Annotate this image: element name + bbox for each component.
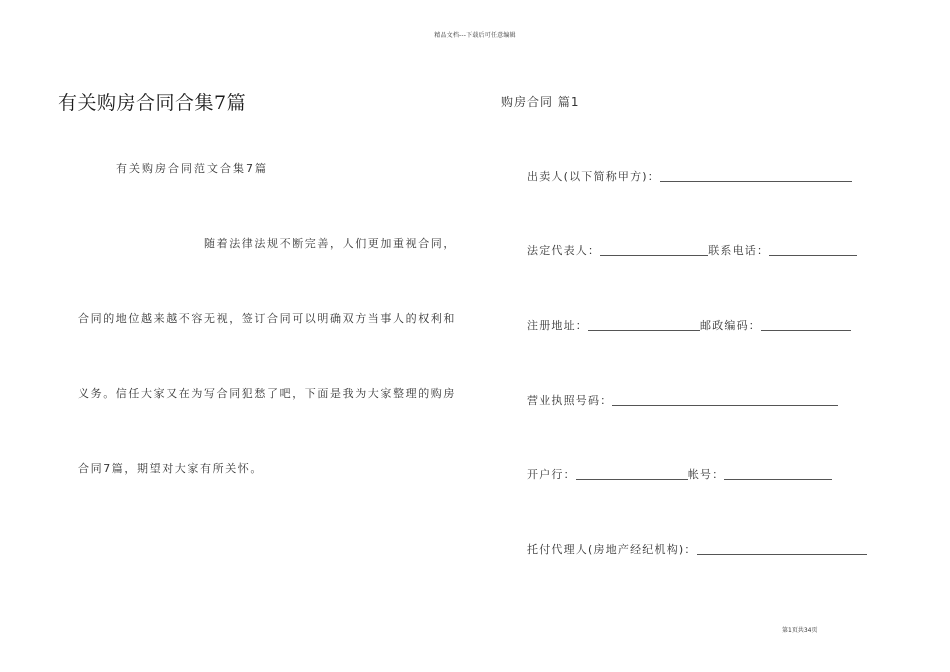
- bank-field: [527, 466, 832, 482]
- license-blank: [612, 395, 838, 406]
- contract-section-heading: 购房合同 篇1: [501, 95, 580, 109]
- seller-label: 出卖人(以下简称甲方)：: [527, 170, 660, 183]
- account-label: 帐号：: [687, 468, 725, 481]
- phone-blank: [769, 245, 857, 256]
- seller-field: [527, 168, 852, 184]
- postcode-label: 邮政编码：: [700, 319, 761, 332]
- paragraph-line-2: 合同的地位越来越不容无视，签订合同可以明确双方当事人的权利和: [78, 312, 456, 325]
- address-blank: [588, 320, 700, 331]
- paragraph-line-4: 合同7篇，期望对大家有所关怀。: [78, 462, 263, 475]
- phone-label: 联系电话：: [708, 244, 770, 257]
- address-label: 注册地址：: [527, 319, 588, 332]
- paragraph-line-1: 随着法律法规不断完善，人们更加重视合同，: [204, 237, 456, 250]
- seller-blank: [660, 171, 852, 182]
- license-label: 营业执照号码：: [527, 394, 613, 407]
- agent-blank: [697, 544, 867, 555]
- address-field: [527, 317, 851, 333]
- agent-field: [527, 541, 867, 557]
- account-blank: [724, 469, 832, 480]
- legal-rep-label: 法定代表人：: [527, 244, 601, 257]
- bank-label: 开户行：: [527, 468, 576, 481]
- paragraph-line-3: 义务。信任大家又在为写合同犯愁了吧，下面是我为大家整理的购房: [78, 387, 456, 400]
- document-subtitle: 有关购房合同范文合集7篇: [116, 162, 268, 175]
- postcode-blank: [761, 320, 851, 331]
- header-note: 精品文档---下载后可任意编辑: [434, 32, 516, 39]
- legal-rep-field: [527, 242, 857, 258]
- legal-rep-blank: [600, 245, 708, 256]
- agent-label: 托付代理人(房地产经纪机构)：: [527, 543, 697, 556]
- license-field: [527, 392, 838, 408]
- page-number: 第1页共34页: [782, 627, 818, 634]
- document-title: 有关购房合同合集7篇: [58, 92, 247, 114]
- bank-blank: [576, 469, 688, 480]
